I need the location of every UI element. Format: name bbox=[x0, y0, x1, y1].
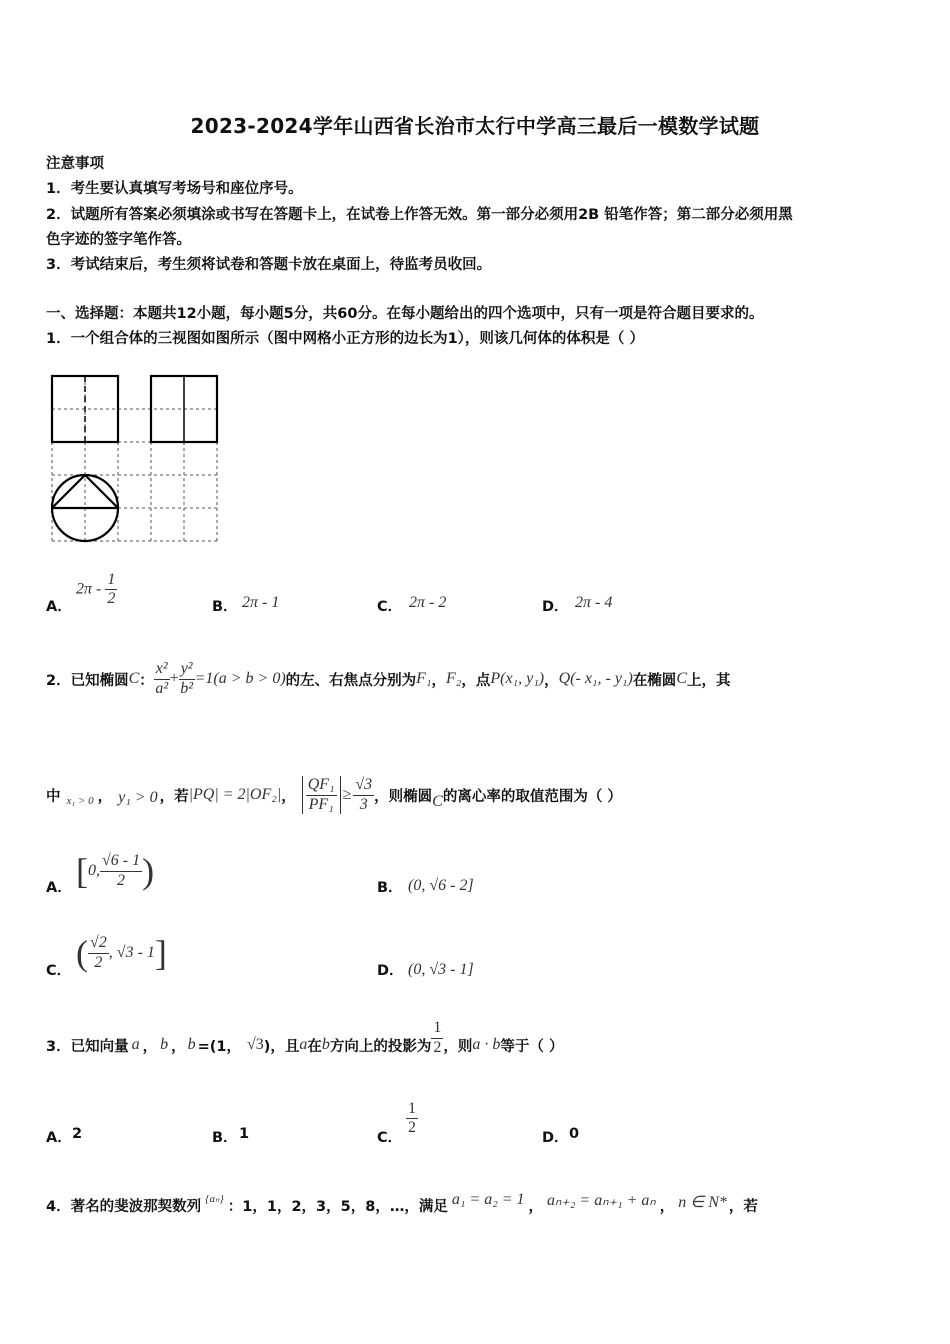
q3-option-d-label: D． bbox=[542, 1130, 569, 1146]
q3-option-a-label: A． bbox=[46, 1130, 72, 1146]
page-title: 2023-2024学年山西省长治市太行中学高三最后一模数学试题 bbox=[190, 114, 760, 138]
q1-option-c: 2π - 2 bbox=[409, 594, 447, 611]
q3-option-c: $\frac{1}{2}$ bbox=[408, 1100, 416, 1137]
notice-item-2-cont: 色字迹的签字笔作答。 bbox=[46, 232, 191, 248]
q2-option-a-label: A． bbox=[46, 880, 72, 896]
q1-option-a: 2π - $\frac{1}{2}$ bbox=[76, 571, 116, 608]
question-4-stem: 4．著名的斐波那契数列 {aₙ} ：1，1，2，3，5，8，…，满足 a₁ = a₂ = 1 ， aₙ₊₂ = aₙ₊₁ + aₙ ， n ∈ N* ，若 bbox=[46, 1191, 758, 1215]
q2-option-b-label: B． bbox=[377, 880, 403, 896]
section-heading: 一、选择题：本题共12小题，每小题5分，共60分。在每小题给出的四个选项中，只有一项是符合题目要求的。 bbox=[46, 306, 764, 322]
q1-option-c-label: C． bbox=[377, 599, 403, 615]
q2-option-b: (0, √6 - 2] bbox=[408, 877, 474, 894]
q1-option-a-label: A． bbox=[46, 599, 72, 615]
notice-item-3: 3．考试结束后，考生须将试卷和答题卡放在桌面上，待监考员收回。 bbox=[46, 257, 492, 273]
q3-option-a: 2 bbox=[72, 1126, 83, 1142]
grid-lines bbox=[52, 376, 217, 541]
q1-option-b-label: B． bbox=[212, 599, 238, 615]
q2-option-a: [ 0, $\frac{√6 - 1}{2}$ ) bbox=[76, 851, 155, 891]
notice-item-1: 1．考生要认真填写考场号和座位序号。 bbox=[46, 181, 303, 197]
notice-heading: 注意事项 bbox=[46, 156, 104, 172]
question-2-line-2: 中 x₁ > 0 ， y₁ > 0 ，若 |PQ| = 2|OF₂| ， $\frac{\text{QF₁}}{\text{PF₁}}$ ≥ $\frac{√3}{3}$ ，则椭圆 C 的离心率的取值范围为（ ） bbox=[46, 776, 622, 813]
q1-option-b: 2π - 1 bbox=[242, 594, 280, 611]
q3-option-b: 1 bbox=[239, 1126, 250, 1142]
q3-option-d: 0 bbox=[569, 1126, 580, 1142]
q1-option-d: 2π - 4 bbox=[575, 594, 613, 611]
q2-option-d-label: D． bbox=[377, 963, 404, 979]
question-1-stem: 1．一个组合体的三视图如图所示（图中网格小正方形的边长为1），则该几何体的体积是（ ） bbox=[46, 331, 644, 347]
notice-item-2: 2．试题所有答案必须填涂或书写在答题卡上，在试卷上作答无效。第一部分必须用2B 铅笔作答；第二部分必须用黑 bbox=[46, 207, 793, 223]
three-view-figure bbox=[50, 374, 220, 544]
question-3-stem: 3．已知向量 a ， b ， b =(1， √3 )，且 a 在 b 方向上的投影为 $\frac{1}{2}$ ，则 a · b 等于（ ） bbox=[46, 1019, 564, 1056]
q3-option-b-label: B． bbox=[212, 1130, 238, 1146]
q1-option-d-label: D． bbox=[542, 599, 569, 615]
q2-option-c: ( $\frac{√2}{2}$ , √3 - 1 ] bbox=[76, 933, 167, 973]
q2-option-d: (0, √3 - 1] bbox=[408, 961, 474, 978]
q3-option-c-label: C． bbox=[377, 1130, 403, 1146]
question-2-line-1: 2．已知椭圆 C ： $\frac{\text{x²}}{\text{a²}}$ + $\frac{\text{y²}}{\text{b²}}$ =1(a > b > 0) 的左、右焦点分别为 F₁ ， F₂ ，点 P(x₁, y₁) ， Q(- x₁, - y₁) 在椭圆 C 上，其 bbox=[46, 660, 731, 697]
q2-option-c-label: C． bbox=[46, 963, 72, 979]
